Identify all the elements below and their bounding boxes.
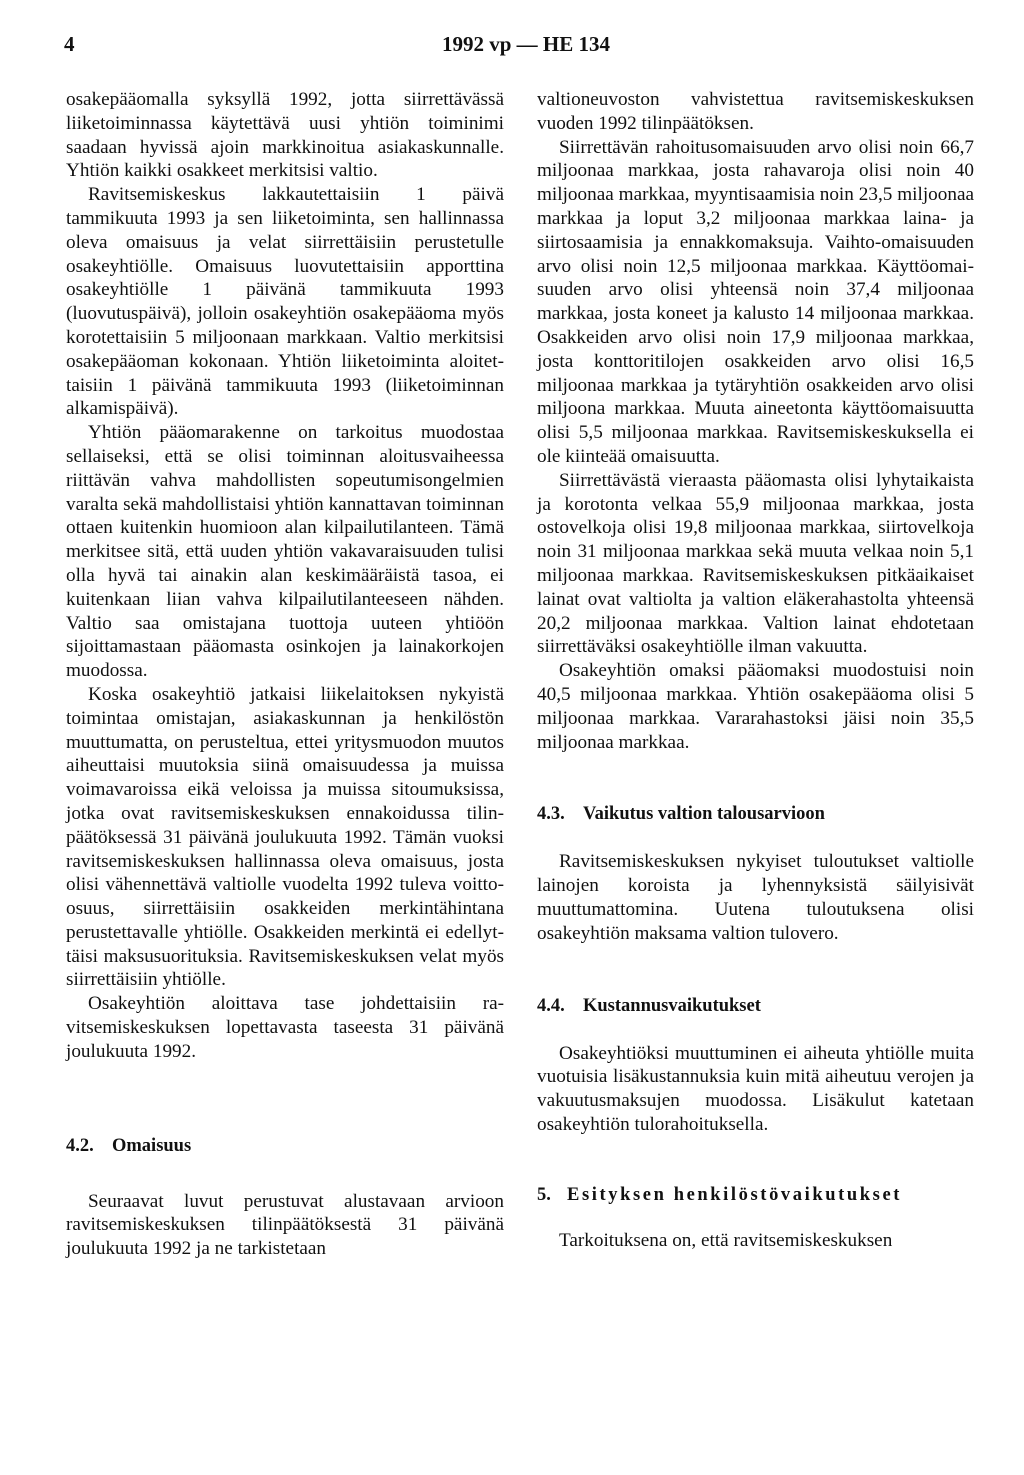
paragraph: Ravitsemiskeskus lakkautettaisiin 1 päivä tammikuuta 1993 ja sen liiketoiminta, sen hallinnassa oleva omaisuus ja velat siirrettäisiin perustetulle osakeyhtiölle. Omaisuus luovutettaisiin apporttina osakeyhtiölle 1 päivänä tammikuuta 1993 (luovutuspäivä), jolloin osakeyhtiön osakepääoma myös korotettaisiin 5 miljoonaan markkaan. Valtio merkitsisi osakepääoman kokonaan. Yhtiön liiketoiminta aloitettaisiin 1 päivänä tammikuuta 1993 (liiketoiminnan alkamispäivä). [66, 184, 504, 420]
paragraph: osakepääomalla syksyllä 1992, jotta siirrettävässä liiketoiminnassa käytettävä uusi yhtiön toiminimi saadaan hyvissä ajoin markkinoitua asiakaskunnalle. Yhtiön kaikki osakkeet merkitsisi valtio. [66, 89, 504, 182]
section-heading-4-4 [537, 994, 974, 1018]
section-title: Omaisuus [112, 1135, 192, 1156]
running-title: 1992 vp — HE 134 [441, 32, 611, 56]
section-heading-4-3 [537, 802, 974, 826]
section-title: Esityksen henkilöstövaikutukset [567, 1184, 903, 1205]
paragraph: Ravitsemiskeskuksen nykyiset tuloutukset valtiolle lainojen koroista ja lyhennyksistä säilyisivät muuttumattomina. Uutena tuloutuksena olisi osakeyhtiön maksama valtion tulovero. [537, 851, 974, 944]
paragraph: Siirrettävän rahoitusomaisuuden arvo olisi noin 66,7 miljoonaa markkaa, josta rahavaroja olisi noin 40 miljoonaa markkaa, myyntisaamisia noin 23,5 miljoonaa markkaa ja loput 3,2 miljoonaa markkaa laina- ja siirtosaamisia ja ennakkomaksuja. Vaihto-omaisuuden arvo olisi noin 12,5 miljoonaa markkaa. Käyttöomaisuuden arvo olisi yhteensä noin 37,4 miljoonaa markkaa, josta koneet ja kalusto 14 miljoonaa markkaa. Osakkeiden arvo olisi noin 17,9 miljoonaa markkaa, josta konttoritilojen osakkeiden arvo olisi 16,5 miljoonaa markkaa ja tytäryhtiön osakkeiden arvo olisi miljoona markkaa. Muuta aineetonta käyttöomaisuutta olisi 5,5 miljoonaa markkaa. Ravitsemiskeskuksella ei ole kiinteää omaisuutta. [537, 136, 974, 467]
left-column [66, 88, 504, 1261]
section-number: 4.4. [537, 995, 565, 1016]
right-column [537, 88, 974, 1252]
section-title: Kustannusvaikutukset [583, 995, 761, 1016]
section-heading-4-2 [66, 1134, 504, 1158]
paragraph: Osakeyhtiön omaksi pääomaksi muodostuisi noin 40,5 miljoonaa markkaa. Yhtiön osakepääoma olisi 5 miljoonaa markkaa. Vararahastoksi jäisi noin 35,5 miljoonaa markkaa. [537, 660, 974, 753]
section-title: Vaikutus valtion talousarvioon [583, 804, 825, 825]
section-number: 5. [537, 1184, 551, 1205]
section-number: 4.2. [66, 1135, 94, 1156]
paragraph: Siirrettävästä vieraasta pääomasta olisi lyhytaikaista ja korotonta velkaa 55,9 miljoonaa markkaa, josta ostovelkoja olisi 19,8 miljoonaa markkaa, siirtovelkoja noin 31 miljoonaa markkaa sekä muuta velkaa noin 5,1 miljoonaa markkaa. Ravitsemiskeskuksen pitkäaikaiset lainat ovat valtiolta ja valtion eläkerahastolta yhteensä 20,2 miljoonaa markkaa. Valtion lainat ehdotetaan siirrettäväksi osakeyhtiölle ilman vakuutta. [537, 469, 974, 658]
paragraph: Koska osakeyhtiö jatkaisi liikelaitoksen nykyistä toimintaa omistajan, asiakaskunnan ja henkilöstön muuttumatta, on perusteltua, ettei yritysmuodon muutos aiheuttaisi muutoksia siinä omaisuudessa ja muissa voimavaroissa eikä veloissa ja muissa sitoumuksissa, jotka ovat ravitsemiskeskuksen ennakoidussa tilinpäätöksessä 31 päivänä joulukuuta 1992. Tämän vuoksi ravitsemiskeskuksen hallinnassa oleva omaisuus, josta olisi vähennettävä valtiolle vuodelta 1992 tuleva voitto-osuus, siirrettäisiin osakkeiden merkintähintana perustettavalle yhtiölle. Osakkeiden merkintä ei edellyttäisi maksusuorituksia. Ravitsemiskeskuksen velat myös siirrettäisiin yhtiölle. [66, 683, 504, 991]
page-header [64, 32, 988, 62]
paragraph: Tarkoituksena on, että ravitsemiskeskuksen [559, 1229, 893, 1251]
paragraph: Osakeyhtiöksi muuttuminen ei aiheuta yhtiölle muita vuotuisia lisäkustannuksia kuin mitä aiheutuu verojen ja vakuutusmaksujen muodossa. Lisäkulut katetaan osakeyhtiön tulorahoituksella. [537, 1042, 974, 1135]
paragraph: valtioneuvoston vahvistettua ravitsemiskeskuksen vuoden 1992 tilinpäätöksen. [537, 89, 974, 134]
paragraph: Seuraavat luvut perustuvat alustavaan arvioon ravitsemiskeskuksen tilinpäätöksestä 31 päivänä joulukuuta 1992 ja ne tarkistetaan [66, 1190, 504, 1260]
section-heading-5 [537, 1183, 974, 1207]
paragraph: Osakeyhtiön aloittava tase johdettaisiin ravitsemiskeskuksen lopettavasta taseesta 31 päivänä joulukuuta 1992. [66, 993, 504, 1062]
section-number: 4.3. [537, 804, 565, 825]
paragraph: Yhtiön pääomarakenne on tarkoitus muodostaa sellaiseksi, että se olisi toiminnan aloitusvaiheessa riittävän vahva mahdollisten sopeutumisongelmien varalta sekä mahdollistaisi yhtiön kannattavan toiminnan ottaen kuitenkin huomioon alan kilpailutilanteen. Tämä merkitsee sitä, että uuden yhtiön vakavaraisuuden tulisi olla hyvä tai ainakin alan keskimääräistä tasoa, ei kuitenkaan liian vahva kilpailutilanteeseen nähden. Valtio saa omistajana tuottoja uuteen yhtiöön sijoittamastaan pääomasta osinkojen ja lainakorkojen muodossa. [66, 422, 504, 682]
page-number: 4 [64, 32, 75, 56]
